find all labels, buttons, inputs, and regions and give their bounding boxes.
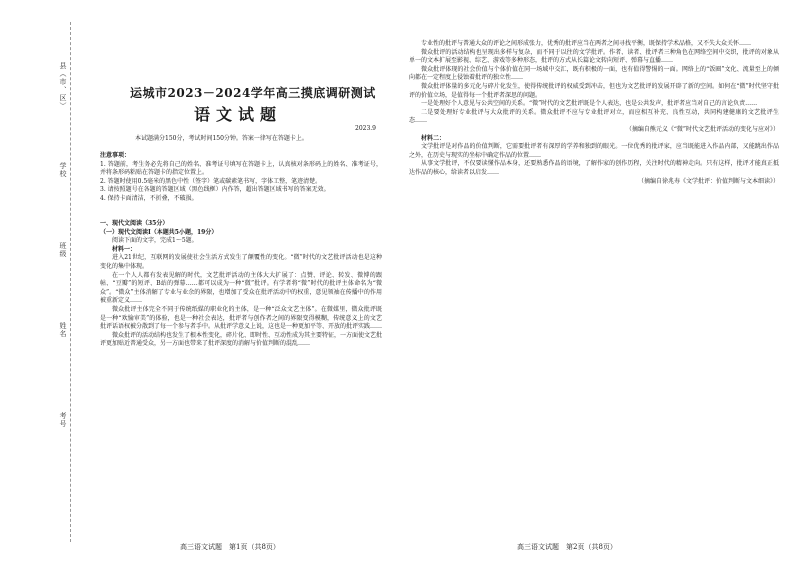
- section-block: [100, 220, 382, 349]
- binding-field-exam-number: 考号: [59, 412, 67, 428]
- body-paragraph: 微众批评主体完全不同于传统纸媒的职业化的主体，是一种“泛众文艺主体”。在微媒里，微众批评既是一种“欢愉审美”的体验，也是一种社会表达，批评者与创作者之间的界限变得模糊，传统意义上的文艺批评话语权被分散到了每一个参与者手中。从批评学意义上说，这也是一种更加平等、开放的批评实践……: [100, 305, 383, 331]
- section-sub-heading: （一）现代文阅读Ⅰ（本题共5小题，19分）: [100, 228, 218, 236]
- body-paragraph: 从事文学批评，不仅要读懂作品本身，还要熟悉作品的语境，了解作家的创作历程，关注时代的精神走向。只有这样，批评才能真正抵达作品的核心，给读者以启发……: [409, 160, 779, 176]
- note-item: 3. 请按照题号在各题的答题区域（黑色线框）内作答，超出答题区域书写的答案无效。: [100, 186, 330, 194]
- notes-block: [100, 152, 382, 204]
- binding-margin: [56, 22, 74, 542]
- exam-date: 2023.9: [355, 125, 376, 132]
- body-paragraph: 微众批评的活动结构也呈现出多样与复杂，而不同于以往的文学批评。作者、读者、批评者三种角色在网络空间中交织，批评的对象从单一的文本扩展至影视、综艺、游戏等多种形态，批评的方式从长篇论文转向短评、弹幕与直播……: [409, 48, 779, 65]
- body-paragraph: 微众批评的活动结构也发生了根本性变化，碎片化、即时性、互动性成为其主要特征，一方面使文艺批评更加贴近普通受众，另一方面也带来了批评深度的消解与价值判断的混乱……: [100, 331, 383, 348]
- binding-cut-line: [70, 22, 71, 542]
- page-two: [397, 0, 794, 561]
- body-paragraph: 一是处理好个人意见与公共空间的关系。“微”时代的文艺批评既是个人表达，也是公共发声，批评者应当对自己的言论负责……: [421, 100, 758, 108]
- body-paragraph: 进入21世纪，互联网的发展使社会生活方式发生了颠覆性的变化。“微”时代的文艺批评活动也是这种变化的集中体现。: [100, 254, 382, 270]
- body-paragraph: 文学批评是对作品的价值判断，它需要批评者有深厚的学养和独到的眼光。一位优秀的批评家，应当既能进入作品内部，又能跳出作品之外，在历史与现实的坐标中确定作品的位置……: [409, 143, 779, 159]
- body-paragraph: 微众批评体现的社会价值与个体价值在同一场域中交汇，既有积极的一面，也有值得警惕的一面。网络上的“饭圈”文化、流量至上的倾向都在一定程度上侵蚀着批评的独立性……: [409, 65, 779, 82]
- section-heading: 一、现代文阅读（35分）: [100, 220, 169, 227]
- page-footer: 高三语文试题 第1页（共8页）: [180, 543, 280, 551]
- binding-field-school: 学校: [59, 162, 67, 178]
- score-info: 本试题满分150分，考试时间150分钟。答案一律写在答题卡上。: [135, 135, 308, 142]
- material-one-label: 材料一：: [112, 245, 137, 253]
- material-two-label: 材料二：: [421, 134, 446, 142]
- body-paragraph: 微众批评体量的多元化与碎片化发生，使得传统批评的权威受到冲击，但也为文艺批评的发展开辟了新的空间。如何在“微”时代坚守批评的价值立场，是值得每一个批评者深思的问题。: [409, 82, 779, 99]
- binding-field-class: 班级: [59, 242, 67, 258]
- right-body: [409, 40, 779, 186]
- body-paragraph: 专业性的批评与普通大众的评论之间形成张力，优秀的批评应当在两者之间寻找平衡，既保持学术品格，又不失大众关怀……: [421, 40, 752, 47]
- attribution-two: （摘编自徐兆寿《文学批评：价值判断与文本细读》）: [637, 177, 779, 185]
- binding-field-name: 姓名: [59, 322, 67, 338]
- body-paragraph: 二是要处理好专业批评与大众批评的关系。微众批评不应与专业批评对立，而应相互补充、良性互动，共同构建健康的文艺批评生态……: [409, 108, 779, 125]
- binding-field-county: 县（市、区）: [59, 62, 67, 110]
- note-item: 2. 答题时使用0.5毫米的黑色中性（签字）笔或碳素笔书写，字体工整，笔迹清楚。: [100, 177, 322, 185]
- page-footer: 高三语文试题 第2页（共8页）: [517, 543, 617, 551]
- section-instruction: 阅读下面的文字，完成1～5题。: [112, 237, 198, 245]
- note-item: 4. 保持卡面清洁，不折叠，不破损。: [100, 194, 198, 202]
- notes-heading: 注意事项：: [100, 152, 131, 159]
- subject-title: 语文试题: [194, 105, 283, 124]
- attribution-one: （摘编自熊元义《“微”时代文艺批评活动的变化与应对》）: [625, 125, 779, 133]
- body-paragraph: 在一个人人都有发表见解的时代，文艺批评活动的主体大大扩展了：点赞、评论、转发、微博的跟帖、“豆瓣”的短评、B站的弹幕……都可以成为一种“微”批评。有学者将“微”时代的批评主体命名为“微众”。“微众”主体消解了专业与业余的界限，也增加了受众在批评活动中的权重，意见领袖在传播中的作用被重新定义……: [100, 271, 382, 305]
- exam-title: 运城市2023－2024学年高三摸底调研测试: [130, 86, 376, 100]
- note-item: 1. 答题前，考生务必先将自己的姓名、准考证号填写在答题卡上，认真核对条形码上的姓名、准考证号，并将条形码粘贴在答题卡的指定位置上。: [100, 160, 382, 177]
